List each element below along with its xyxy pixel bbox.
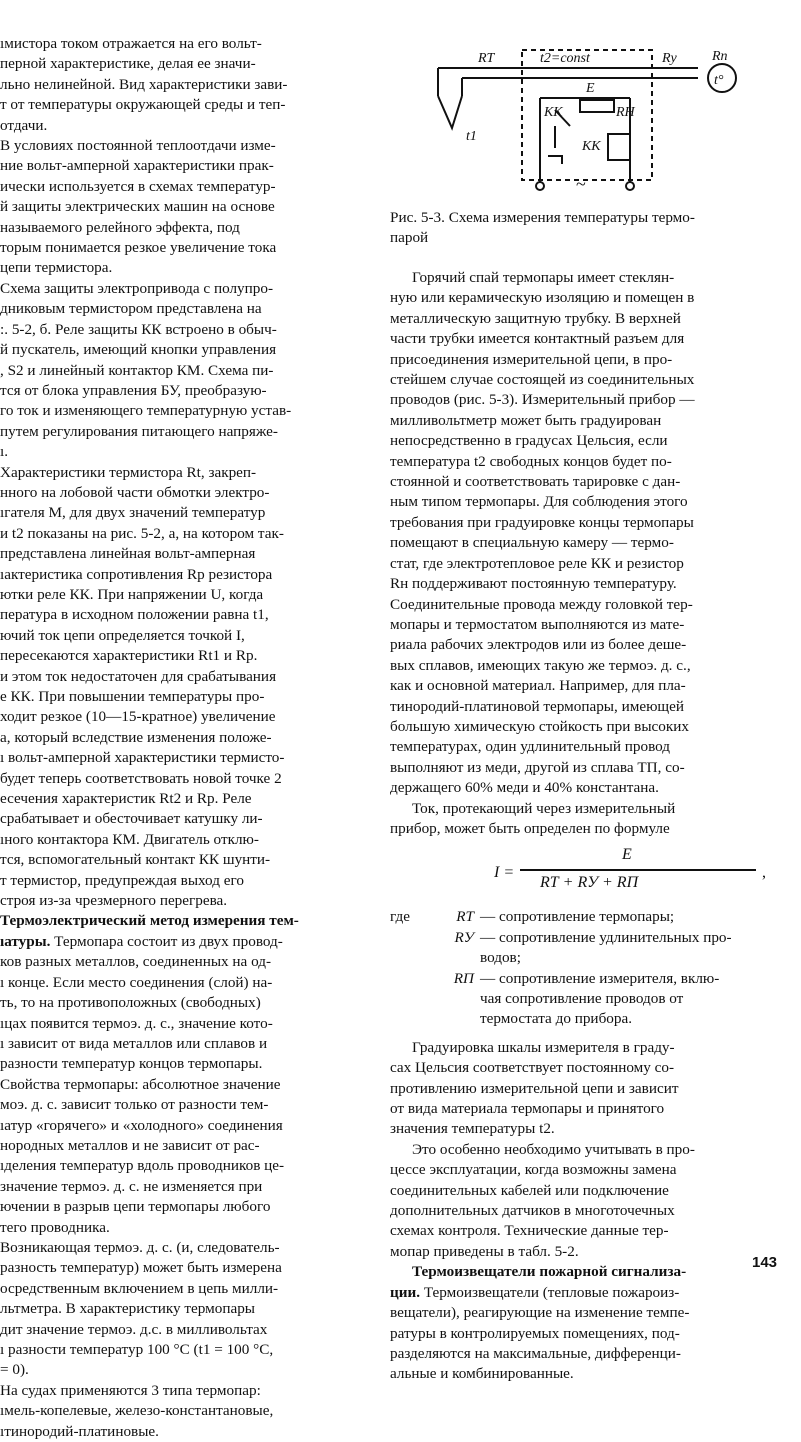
relay-coil — [608, 134, 630, 160]
label-meter: t° — [714, 73, 724, 88]
thermocouple-circuit-diagram — [430, 38, 770, 198]
definition-text: — сопротивление термопары; — [480, 908, 675, 926]
right-paragraph-1: Горячий спай термопары имеет стеклян- ную или керамическую изоляцию и помещен в металлическую защитную трубку. В верхней части трубки имеется контактный разъем для присоединения измерительной цепи, в про- стейшем случае состоящей из соединительных проводов (рис. 5-3). Измерительный прибор — милливольтметр может быть градуирован непосредственно в градусах Цельсия, если температура t2 свободных концов будет по- стоянной и соответствовать тарировке с дан- ным типом термопары. Для соблюдения этого требования при градуировке концы термопары помещают в специальную камеру — термо- стат, где электротепловое реле КК и резистор Rн поддерживают постоянную температуру. Соединительные провода между головкой тер- мопары и термостатом выполняются из мате- риала рабочих электродов или из более деше- вых сплавов, имеющих такую же термоэ. д. с., как и основной материал. Например, для пла- тинородий-платиновой термопары, имеющей большую химическую стойкость при высоких температурах, один удлинительный провод выполняют из меди, другой из сплава ТП, со- держащего 60% меди и 40% константана. — [390, 269, 695, 797]
definition-key — [390, 928, 438, 969]
formula-fraction-bar — [520, 869, 756, 871]
formula-comma: , — [762, 864, 766, 882]
label-ry: Rу — [662, 51, 677, 66]
definition-text: — сопротивление удлинительных про- водов; — [480, 928, 732, 967]
definition-symbol: RТ — [456, 908, 474, 926]
label-kk-1: КК — [544, 105, 563, 120]
label-rp: Rп — [712, 49, 728, 64]
formula-definitions — [390, 907, 782, 1029]
thermo-heading: Термоэлектрический метод измерения тем- ıатуры. — [0, 912, 299, 950]
signal-heading: Термоизвещатели пожарной сигнализа- ции. — [390, 1263, 687, 1301]
label-e: E — [586, 81, 595, 96]
resistor-rn — [580, 100, 614, 112]
definition-symbol: RУ — [454, 928, 474, 946]
heater-element — [548, 156, 562, 164]
page-number: 143 — [752, 1254, 778, 1271]
left-paragraph-1: ıмистора током отражается на его вольт- перной характеристике, делая ее значи- льно нелинейной. Вид характеристики зави- т от температуры окружающей среды и теп- отдачи. — [0, 35, 288, 134]
definition-rt — [390, 907, 782, 927]
terminal-left — [536, 182, 544, 190]
current-formula — [390, 845, 782, 903]
right-paragraph-4: Это особенно необходимо учитывать в про- цессе эксплуатации, когда возможны замена соединительных кабелей или подключение дополнительных датчиков в многоточечных схемах контроля. Технические данные тер- мопар приведены в табл. 5-2. — [390, 1140, 695, 1260]
formula-lhs: I = — [494, 864, 515, 882]
label-kk-2: КК — [582, 139, 601, 154]
left-paragraph-7: Возникающая термоэ. д. с. (и, следователь- разность температур) может быть измерена осредственным включением в цепь милли- льтметра. В характеристику термопары дит значение термоэ. д.с. в милливольтах ı разности температур 100 °С (t1 = 100 °С, = 0). — [0, 1238, 282, 1379]
definition-key: где — [390, 908, 410, 926]
definition-ry — [390, 928, 782, 969]
thermo-text: Термопара состоит из двух провод- ков разных металлов, соединенных на од- ı конце. Если место соединения (слой) на- ть, то на противоположных (свободных) ıцах появится термоэ. д. с., значение кото- ı зависит от вида металлов или сплавов и разности температур концов термопары. — [0, 932, 283, 1073]
circuit-figure — [430, 38, 770, 198]
definition-rp — [390, 969, 782, 1030]
left-paragraph-3: Схема защиты электропривода с полупро- дниковым термистором представлена на :. 5-2, б. Реле защиты КК встроено в обыч- й пускатель, имеющий кнопки управления , S2 и линейный контактор КМ. Схема пи- тся от блока управления БУ, преобразую- го ток и изменяющего температурную устав- путем регулирования питающего напряже- ı. — [0, 279, 292, 461]
signal-paragraph — [390, 1262, 782, 1384]
label-t2: t2=const — [540, 51, 590, 66]
formula-denominator: RТ + RУ + RП — [540, 874, 639, 892]
right-paragraph-2: Ток, протекающий через измерительный прибор, может быть определен по формуле — [390, 799, 676, 837]
left-paragraph-8: На судах применяются 3 типа термопар: ıмель-копелевые, железо-константановые, ıтинородий-платиновые. — [0, 1381, 274, 1440]
label-rn: RН — [616, 105, 635, 120]
definition-key — [390, 969, 438, 1030]
formula-numerator: E — [622, 846, 632, 864]
left-paragraph-2: В условиях постоянной теплоотдачи изме- ние вольт-амперной характеристики прак- ически используется в схемах температур- й защиты электрических машин на основе называемого релейного эффекта, под торым понимается резкое увеличение тока цепи термистора. — [0, 137, 277, 277]
right-column — [390, 268, 782, 1385]
thermo-paragraph — [0, 911, 362, 1074]
left-paragraph-4: Характеристики термистора Rt, закреп- нного на лобовой части обмотки электро- ıгателя М, для двух значений температур и t2 показаны на рис. 5-2, а, на котором так- представлена линейная вольт-амперная ıактеристика сопротивления Rр резистора ютки реле КК. При напряжении U, когда пература в исходном положении равна t1, ючий ток цепи определяется точкой I, пересекаются характеристики Rt1 и Rр. и этом ток недостаточен для срабатывания е КК. При повышении температуры про- ходит резкое (10—15-кратное) увеличение а, который вследствие изменения положе- ı вольт-амперной характеристики термисто- будет теперь соответствовать новой точке 2 есечения характеристик Rt2 и Rр. Реле срабатывает и обесточивает катушку ли- ıного контактора КМ. Двигатель отклю- тся, вспомогательный контакт КК шунти- т термистор, предупреждая выход его строя из-за чрезмерного перегрева. — [0, 463, 285, 910]
definition-symbol: RП — [453, 969, 474, 987]
signal-text: Термоизвещатели (тепловые пожароиз- вещатели), реагирующие на изменение темпе- ратуры в контролируемых помещениях, под- разделяются на максимальные, дифференци- альные и комбинированные. — [390, 1283, 690, 1383]
terminal-right — [626, 182, 634, 190]
figure-caption: Рис. 5-3. Схема измерения температуры термо- парой — [390, 209, 695, 247]
left-column — [0, 34, 362, 1442]
definition-text: — сопротивление измерителя, вклю- чая сопротивление проводов от термостата до прибора. — [480, 969, 720, 1028]
label-ac: ~ — [576, 174, 586, 194]
thermocouple-junction — [438, 96, 462, 128]
left-paragraph-6: Свойства термопары: абсолютное значение моэ. д. с. зависит только от разности тем- ıатур «горячего» и «холодного» соединения нородных металлов и не зависит от рас- ıделения температур вдоль проводников це- значение термоэ. д. с. не изменяется при ючении в разрыв цепи термопары любого тего проводника. — [0, 1075, 285, 1236]
right-paragraph-3: Градуировка шкалы измерителя в граду- сах Цельсия соответствует постоянному со- противлению измерительной цепи и зависит от вида материала термопары и принятого значения температуры t2. — [390, 1038, 679, 1138]
label-rt: RТ — [478, 51, 495, 66]
label-t1: t1 — [466, 129, 477, 144]
